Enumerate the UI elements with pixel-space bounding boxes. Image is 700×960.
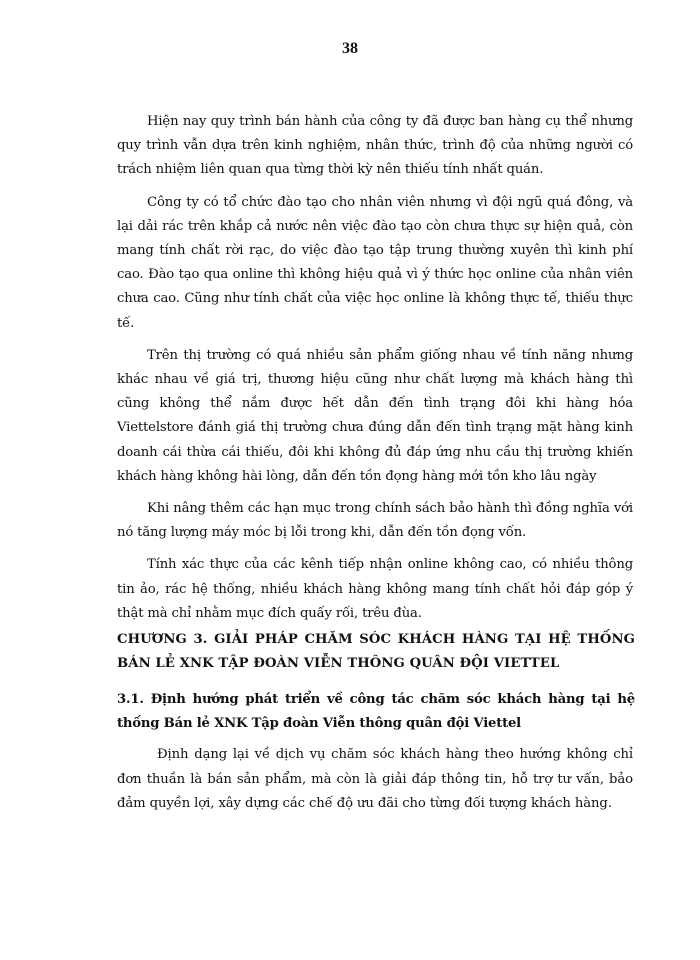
section-paragraph: Định dạng lại về dịch vụ chăm sóc khách hàng theo hướng không chỉ đơn thuần là bán sản phẩm, mà còn là giải đáp thông tin, hỗ trợ tư vấn, bảo đảm quyền lợi, xây dựng các chế độ ưu đãi cho từng đối tượng khách hàng. (117, 747, 633, 811)
paragraph: Tính xác thực của các kênh tiếp nhận online không cao, có nhiều thông tin ảo, rác hệ thống, nhiều khách hàng không mang tính chất hỏi đáp góp ý thật mà chỉ nhằm mục đích quấy rối, trêu đùa. (117, 557, 633, 621)
chapter-heading: CHƯƠNG 3. GIẢI PHÁP CHĂM SÓC KHÁCH HÀNG TẠI HỆ THỐNG BÁN LẺ XNK TẬP ĐOÀN VIỄN THÔNG QUÂN ĐỘI VIETTEL (117, 632, 635, 671)
body-text (117, 110, 633, 634)
paragraph: Công ty có tổ chức đào tạo cho nhân viên nhưng vì đội ngũ quá đông, và lại dải rác trên khắp cả nước nên việc đào tạo còn chưa thực sự hiện quả, còn mang tính chất rời rạc, do việc đào tạo tập trung thường xuyên thì kinh phí cao. Đào tạo qua online thì không hiệu quả vì ý thức học online của nhân viên chưa cao. Cũng như tính chất của việc học online là không thực tế, thiếu thực tế. (117, 194, 633, 331)
paragraph: Hiện nay quy trình bán hành của công ty đã được ban hàng cụ thể nhưng quy trình vẫn dựa trên kinh nghiệm, nhân thức, trình độ của những người có trách nhiệm liên quan qua từng thời kỳ nên thiếu tính nhất quán. (117, 114, 633, 178)
paragraph: Trên thị trường có quá nhiều sản phẩm giống nhau về tính năng nhưng khác nhau về giá trị, thương hiệu cũng như chất lượng mà khách hàng thì cũng không thể nắm được hết dẫn đến tình trạng đôi khi hàng hóa Viettelstore đánh giá thị trường chưa đúng dẫn đến tình trạng mặt hàng kinh doanh cái thừa cái thiếu, đôi khi không đủ đáp ứng nhu cầu thị trường khiến khách hàng không hài lòng, dẫn đến tồn đọng hàng mới tồn kho lâu ngày (117, 347, 633, 484)
section-heading: 3.1. Định hướng phát triển về công tác chăm sóc khách hàng tại hệ thống Bán lẻ XNK Tập đoàn Viễn thông quân đội Viettel (117, 692, 635, 731)
paragraph: Khi nâng thêm các hạn mục trong chính sách bảo hành thì đồng nghĩa với nó tăng lượng máy móc bị lỗi trong khi, dẫn đến tồn đọng vốn. (117, 501, 633, 541)
page-number: 38 (342, 40, 358, 57)
